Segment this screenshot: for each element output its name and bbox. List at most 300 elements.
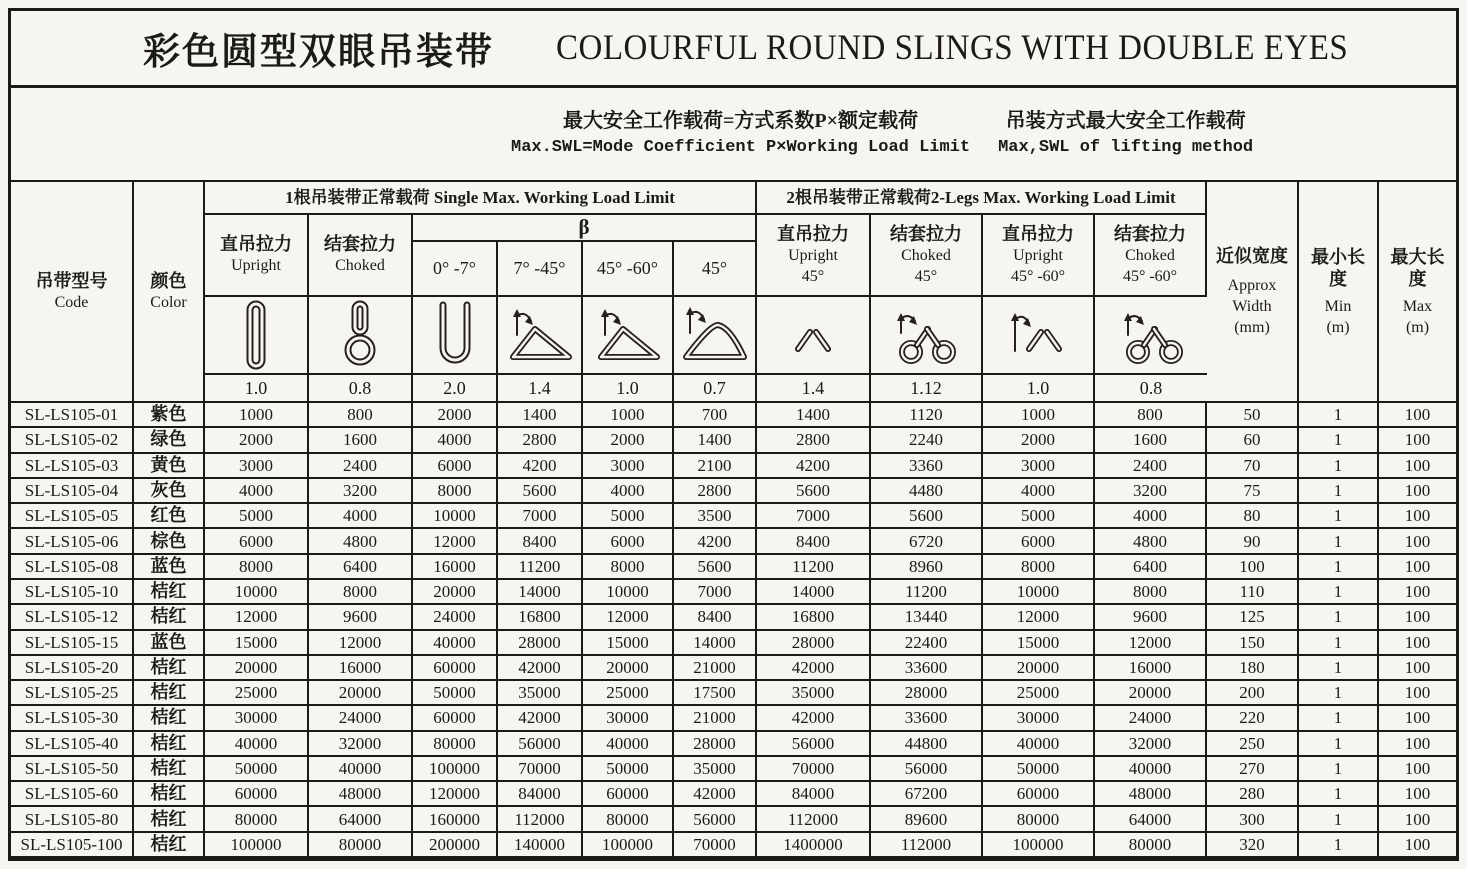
method-formula-en: Max,SWL of lifting method	[998, 138, 1254, 157]
row-code: SL-LS105-100	[11, 833, 134, 858]
row-value: 320	[1207, 833, 1299, 858]
row-value: 100	[1379, 807, 1456, 832]
two-leg-upright-45-icon	[768, 299, 858, 371]
width-header-en2: Width	[1232, 297, 1272, 315]
row-value: 4000	[413, 428, 498, 453]
row-value: 15000	[583, 631, 674, 656]
row-value: 80000	[1095, 833, 1207, 858]
row-value: 280	[1207, 782, 1299, 807]
row-value: 13440	[871, 605, 983, 630]
row-value: 32000	[1095, 732, 1207, 757]
choked-header-en: Choked	[335, 257, 385, 274]
row-value: 42000	[498, 656, 583, 681]
row-value: 75	[1207, 479, 1299, 504]
row-value: 42000	[674, 782, 757, 807]
row-value: 9600	[1095, 605, 1207, 630]
row-value: 8400	[757, 529, 871, 554]
row-value: 1	[1299, 807, 1379, 832]
row-value: 50000	[983, 757, 1095, 782]
row-value: 3000	[983, 454, 1095, 479]
row-value: 220	[1207, 706, 1299, 731]
row-value: 22400	[871, 631, 983, 656]
row-value: 4000	[205, 479, 309, 504]
row-code: SL-LS105-08	[11, 555, 134, 580]
row-value: 1	[1299, 529, 1379, 554]
row-value: 100	[1379, 681, 1456, 706]
row-value: 6000	[983, 529, 1095, 554]
row-value: 700	[674, 403, 757, 428]
row-value: 8000	[1095, 580, 1207, 605]
row-value: 7000	[757, 504, 871, 529]
row-value: 6000	[205, 529, 309, 554]
row-value: 2800	[498, 428, 583, 453]
row-value: 1120	[871, 403, 983, 428]
row-value: 60000	[583, 782, 674, 807]
row-value: 70	[1207, 454, 1299, 479]
row-value: 10000	[983, 580, 1095, 605]
row-value: 1	[1299, 605, 1379, 630]
row-value: 80000	[205, 807, 309, 832]
row-value: 2800	[757, 428, 871, 453]
row-value: 10000	[205, 580, 309, 605]
row-value: 20000	[413, 580, 498, 605]
row-value: 100	[1379, 555, 1456, 580]
row-color: 桔红	[134, 706, 205, 731]
row-value: 180	[1207, 656, 1299, 681]
row-value: 8400	[674, 605, 757, 630]
row-value: 100	[1379, 732, 1456, 757]
row-value: 100	[1379, 833, 1456, 858]
two-leg-group-header: 2根吊装带正常载荷2-Legs Max. Working Load Limit	[757, 182, 1207, 215]
row-value: 14000	[498, 580, 583, 605]
row-value: 16000	[413, 555, 498, 580]
row-code: SL-LS105-01	[11, 403, 134, 428]
swl-formula	[511, 107, 970, 161]
row-value: 1	[1299, 833, 1379, 858]
row-value: 40000	[1095, 757, 1207, 782]
row-code: SL-LS105-05	[11, 504, 134, 529]
row-value: 1400	[757, 403, 871, 428]
row-value: 8400	[498, 529, 583, 554]
coefficient-cell: 1.0	[205, 375, 309, 403]
row-value: 1	[1299, 428, 1379, 453]
row-value: 100	[1207, 555, 1299, 580]
row-value: 1	[1299, 403, 1379, 428]
method-formula-zh: 吊装方式最大安全工作载荷	[1005, 110, 1246, 132]
row-value: 4200	[498, 454, 583, 479]
row-value: 44800	[871, 732, 983, 757]
row-value: 4200	[757, 454, 871, 479]
angle-header-7-45: 7° -45°	[498, 242, 583, 297]
row-value: 28000	[498, 631, 583, 656]
row-color: 蓝色	[134, 631, 205, 656]
row-value: 30000	[583, 706, 674, 731]
icon-cell	[674, 297, 757, 375]
row-value: 56000	[674, 807, 757, 832]
row-value: 4000	[1095, 504, 1207, 529]
row-value: 42000	[757, 706, 871, 731]
icon-cell	[983, 297, 1095, 375]
row-value: 100000	[205, 833, 309, 858]
swl-formula-zh: 最大安全工作载荷=方式系数P×额定载荷	[563, 110, 919, 132]
row-value: 300	[1207, 807, 1299, 832]
row-code: SL-LS105-04	[11, 479, 134, 504]
row-value: 15000	[983, 631, 1095, 656]
row-value: 30000	[205, 706, 309, 731]
two-leg-upright-45-60-icon	[993, 299, 1083, 371]
page-title-en: COLOURFUL ROUND SLINGS WITH DOUBLE EYES	[556, 28, 1349, 67]
row-value: 7000	[498, 504, 583, 529]
row-value: 3360	[871, 454, 983, 479]
row-value: 1400	[674, 428, 757, 453]
row-color: 红色	[134, 504, 205, 529]
row-value: 21000	[674, 656, 757, 681]
hdr-en: Choked	[901, 246, 951, 264]
row-value: 4000	[983, 479, 1095, 504]
row-value: 5000	[983, 504, 1095, 529]
row-value: 67200	[871, 782, 983, 807]
row-value: 800	[309, 403, 413, 428]
row-value: 12000	[583, 605, 674, 630]
row-value: 11200	[757, 555, 871, 580]
row-value: 42000	[757, 656, 871, 681]
row-value: 25000	[583, 681, 674, 706]
row-value: 40000	[983, 732, 1095, 757]
row-color: 桔红	[134, 782, 205, 807]
row-value: 9600	[309, 605, 413, 630]
row-value: 8000	[983, 555, 1095, 580]
row-value: 1400	[498, 403, 583, 428]
row-value: 40000	[583, 732, 674, 757]
method-formula	[998, 107, 1253, 161]
row-value: 112000	[871, 833, 983, 858]
row-value: 4800	[309, 529, 413, 554]
basket-angle-45-60-icon	[583, 299, 673, 371]
max-header-unit: (m)	[1405, 318, 1430, 336]
row-value: 100	[1379, 631, 1456, 656]
document-frame	[8, 8, 1459, 861]
basket-angle-7-45-icon	[498, 299, 583, 371]
icon-cell	[205, 297, 309, 375]
row-value: 2000	[205, 428, 309, 453]
choked-header-zh: 结套拉力	[324, 234, 396, 254]
row-value: 1000	[205, 403, 309, 428]
row-code: SL-LS105-10	[11, 580, 134, 605]
color-header-en: Color	[150, 293, 187, 311]
row-value: 100	[1379, 605, 1456, 630]
row-value: 12000	[413, 529, 498, 554]
row-value: 12000	[983, 605, 1095, 630]
row-value: 2000	[983, 428, 1095, 453]
row-value: 12000	[205, 605, 309, 630]
row-value: 80000	[983, 807, 1095, 832]
row-value: 10000	[413, 504, 498, 529]
row-value: 6720	[871, 529, 983, 554]
basket-angle-45-icon	[674, 299, 757, 371]
row-value: 100	[1379, 454, 1456, 479]
row-value: 20000	[1095, 681, 1207, 706]
row-value: 3500	[674, 504, 757, 529]
row-value: 100	[1379, 782, 1456, 807]
swl-formula-en: Max.SWL=Mode Coefficient P×Working Load Limit	[511, 138, 971, 157]
row-value: 270	[1207, 757, 1299, 782]
icon-cell	[871, 297, 983, 375]
coefficient-cell: 1.12	[871, 375, 983, 403]
row-value: 112000	[498, 807, 583, 832]
row-value: 20000	[309, 681, 413, 706]
row-value: 2400	[309, 454, 413, 479]
row-value: 1600	[1095, 428, 1207, 453]
two-leg-upright-45-header	[757, 215, 871, 297]
icon-cell	[1095, 297, 1207, 375]
hdr-zh: 结套拉力	[1114, 223, 1186, 244]
basket-sling-icon	[413, 299, 498, 371]
row-value: 20000	[983, 656, 1095, 681]
row-value: 28000	[757, 631, 871, 656]
two-leg-choked-45-60-icon	[1106, 299, 1196, 371]
row-value: 120000	[413, 782, 498, 807]
row-code: SL-LS105-30	[11, 706, 134, 731]
row-value: 1	[1299, 555, 1379, 580]
row-value: 8000	[413, 479, 498, 504]
row-code: SL-LS105-40	[11, 732, 134, 757]
row-value: 56000	[757, 732, 871, 757]
row-value: 56000	[498, 732, 583, 757]
coefficient-cell: 1.0	[583, 375, 674, 403]
min-header-zh: 最小长度	[1311, 246, 1365, 289]
row-value: 16000	[1095, 656, 1207, 681]
row-value: 4000	[583, 479, 674, 504]
row-value: 6400	[1095, 555, 1207, 580]
angle-header-0-7: 0° -7°	[413, 242, 498, 297]
row-value: 32000	[309, 732, 413, 757]
row-value: 100	[1379, 656, 1456, 681]
row-value: 10000	[583, 580, 674, 605]
row-value: 12000	[309, 631, 413, 656]
row-value: 11200	[498, 555, 583, 580]
row-color: 桔红	[134, 833, 205, 858]
row-value: 125	[1207, 605, 1299, 630]
row-value: 64000	[1095, 807, 1207, 832]
row-color: 紫色	[134, 403, 205, 428]
row-value: 100	[1379, 529, 1456, 554]
row-value: 80000	[413, 732, 498, 757]
row-value: 8000	[583, 555, 674, 580]
row-value: 5600	[757, 479, 871, 504]
row-value: 100	[1379, 580, 1456, 605]
row-color: 蓝色	[134, 555, 205, 580]
row-value: 48000	[309, 782, 413, 807]
row-value: 1400000	[757, 833, 871, 858]
row-value: 33600	[871, 656, 983, 681]
row-value: 35000	[757, 681, 871, 706]
row-value: 17500	[674, 681, 757, 706]
row-value: 160000	[413, 807, 498, 832]
two-leg-choked-45-icon	[881, 299, 971, 371]
row-value: 84000	[498, 782, 583, 807]
coefficient-cell: 0.8	[1095, 375, 1207, 403]
row-value: 40000	[413, 631, 498, 656]
row-code: SL-LS105-50	[11, 757, 134, 782]
hdr-angle: 45° -60°	[1122, 267, 1178, 285]
row-color: 灰色	[134, 479, 205, 504]
row-value: 4000	[309, 504, 413, 529]
row-value: 7000	[674, 580, 757, 605]
row-value: 1	[1299, 580, 1379, 605]
row-value: 100000	[983, 833, 1095, 858]
coefficient-cell: 1.0	[983, 375, 1095, 403]
row-color: 桔红	[134, 681, 205, 706]
hdr-en: Upright	[1013, 246, 1063, 264]
row-value: 35000	[498, 681, 583, 706]
row-value: 1000	[583, 403, 674, 428]
row-value: 112000	[757, 807, 871, 832]
row-value: 1	[1299, 706, 1379, 731]
min-header-unit: (m)	[1326, 318, 1350, 336]
coefficient-cell: 0.7	[674, 375, 757, 403]
row-value: 42000	[498, 706, 583, 731]
row-value: 4200	[674, 529, 757, 554]
angle-header-45-60: 45° -60°	[583, 242, 674, 297]
row-value: 15000	[205, 631, 309, 656]
row-value: 30000	[983, 706, 1095, 731]
min-header-en: Min	[1324, 297, 1352, 315]
row-value: 25000	[983, 681, 1095, 706]
row-color: 桔红	[134, 807, 205, 832]
color-column-header	[134, 182, 205, 403]
row-value: 56000	[871, 757, 983, 782]
row-color: 桔红	[134, 757, 205, 782]
two-leg-choked-45-60-header	[1095, 215, 1207, 297]
row-value: 8960	[871, 555, 983, 580]
row-value: 5600	[674, 555, 757, 580]
row-value: 250	[1207, 732, 1299, 757]
coefficient-cell: 2.0	[413, 375, 498, 403]
row-code: SL-LS105-80	[11, 807, 134, 832]
row-value: 35000	[674, 757, 757, 782]
icon-cell	[309, 297, 413, 375]
row-value: 100000	[583, 833, 674, 858]
row-value: 1	[1299, 732, 1379, 757]
row-value: 28000	[674, 732, 757, 757]
row-value: 100000	[413, 757, 498, 782]
row-color: 棕色	[134, 529, 205, 554]
row-code: SL-LS105-20	[11, 656, 134, 681]
row-value: 1000	[983, 403, 1095, 428]
row-value: 80	[1207, 504, 1299, 529]
row-value: 8000	[205, 555, 309, 580]
row-value: 80000	[309, 833, 413, 858]
upright-header	[205, 215, 309, 297]
row-value: 2100	[674, 454, 757, 479]
row-color: 桔红	[134, 605, 205, 630]
row-value: 1	[1299, 656, 1379, 681]
formula-section	[11, 88, 1456, 182]
row-code: SL-LS105-60	[11, 782, 134, 807]
row-value: 150	[1207, 631, 1299, 656]
choked-sling-icon	[315, 299, 405, 371]
row-value: 100	[1379, 706, 1456, 731]
row-value: 2000	[583, 428, 674, 453]
hdr-angle: 45°	[914, 267, 938, 285]
row-value: 2800	[674, 479, 757, 504]
row-value: 4800	[1095, 529, 1207, 554]
row-value: 1	[1299, 504, 1379, 529]
hdr-en: Upright	[788, 246, 838, 264]
coefficient-cell: 0.8	[309, 375, 413, 403]
row-value: 14000	[757, 580, 871, 605]
width-column-header	[1207, 182, 1299, 403]
max-length-column-header	[1379, 182, 1456, 403]
row-value: 24000	[413, 605, 498, 630]
row-value: 24000	[1095, 706, 1207, 731]
coefficient-cell: 1.4	[757, 375, 871, 403]
width-header-unit: (mm)	[1234, 318, 1270, 336]
row-color: 绿色	[134, 428, 205, 453]
row-value: 25000	[205, 681, 309, 706]
code-header-en: Code	[54, 293, 89, 311]
row-value: 12000	[1095, 631, 1207, 656]
row-value: 40000	[309, 757, 413, 782]
row-color: 桔红	[134, 580, 205, 605]
row-value: 1	[1299, 782, 1379, 807]
angle-header-45: 45°	[674, 242, 757, 297]
beta-header: β	[413, 215, 757, 242]
hdr-zh: 直吊拉力	[777, 223, 849, 244]
row-value: 50	[1207, 403, 1299, 428]
min-length-column-header	[1299, 182, 1379, 403]
row-value: 110	[1207, 580, 1299, 605]
row-value: 14000	[674, 631, 757, 656]
icon-cell	[413, 297, 498, 375]
row-value: 24000	[309, 706, 413, 731]
hdr-zh: 结套拉力	[890, 223, 962, 244]
icon-cell	[583, 297, 674, 375]
row-value: 1600	[309, 428, 413, 453]
vertical-sling-icon	[211, 299, 301, 371]
row-value: 84000	[757, 782, 871, 807]
row-value: 60000	[413, 706, 498, 731]
row-value: 2000	[413, 403, 498, 428]
hdr-angle: 45°	[801, 267, 825, 285]
row-value: 100	[1379, 403, 1456, 428]
row-value: 100	[1379, 479, 1456, 504]
single-leg-group-header: 1根吊装带正常载荷 Single Max. Working Load Limit	[205, 182, 757, 215]
row-value: 2240	[871, 428, 983, 453]
row-value: 11200	[871, 580, 983, 605]
row-value: 4480	[871, 479, 983, 504]
row-value: 5600	[498, 479, 583, 504]
row-value: 60000	[983, 782, 1095, 807]
row-code: SL-LS105-03	[11, 454, 134, 479]
max-header-en: Max	[1402, 297, 1433, 315]
row-value: 2400	[1095, 454, 1207, 479]
row-value: 800	[1095, 403, 1207, 428]
row-code: SL-LS105-15	[11, 631, 134, 656]
row-value: 8000	[309, 580, 413, 605]
row-color: 桔红	[134, 732, 205, 757]
row-value: 200000	[413, 833, 498, 858]
width-header-zh: 近似宽度	[1216, 245, 1288, 266]
row-value: 16800	[498, 605, 583, 630]
row-value: 3000	[583, 454, 674, 479]
hdr-angle: 45° -60°	[1010, 267, 1066, 285]
icon-cell	[498, 297, 583, 375]
row-value: 28000	[871, 681, 983, 706]
row-value: 33600	[871, 706, 983, 731]
hdr-en: Choked	[1125, 246, 1175, 264]
row-value: 64000	[309, 807, 413, 832]
